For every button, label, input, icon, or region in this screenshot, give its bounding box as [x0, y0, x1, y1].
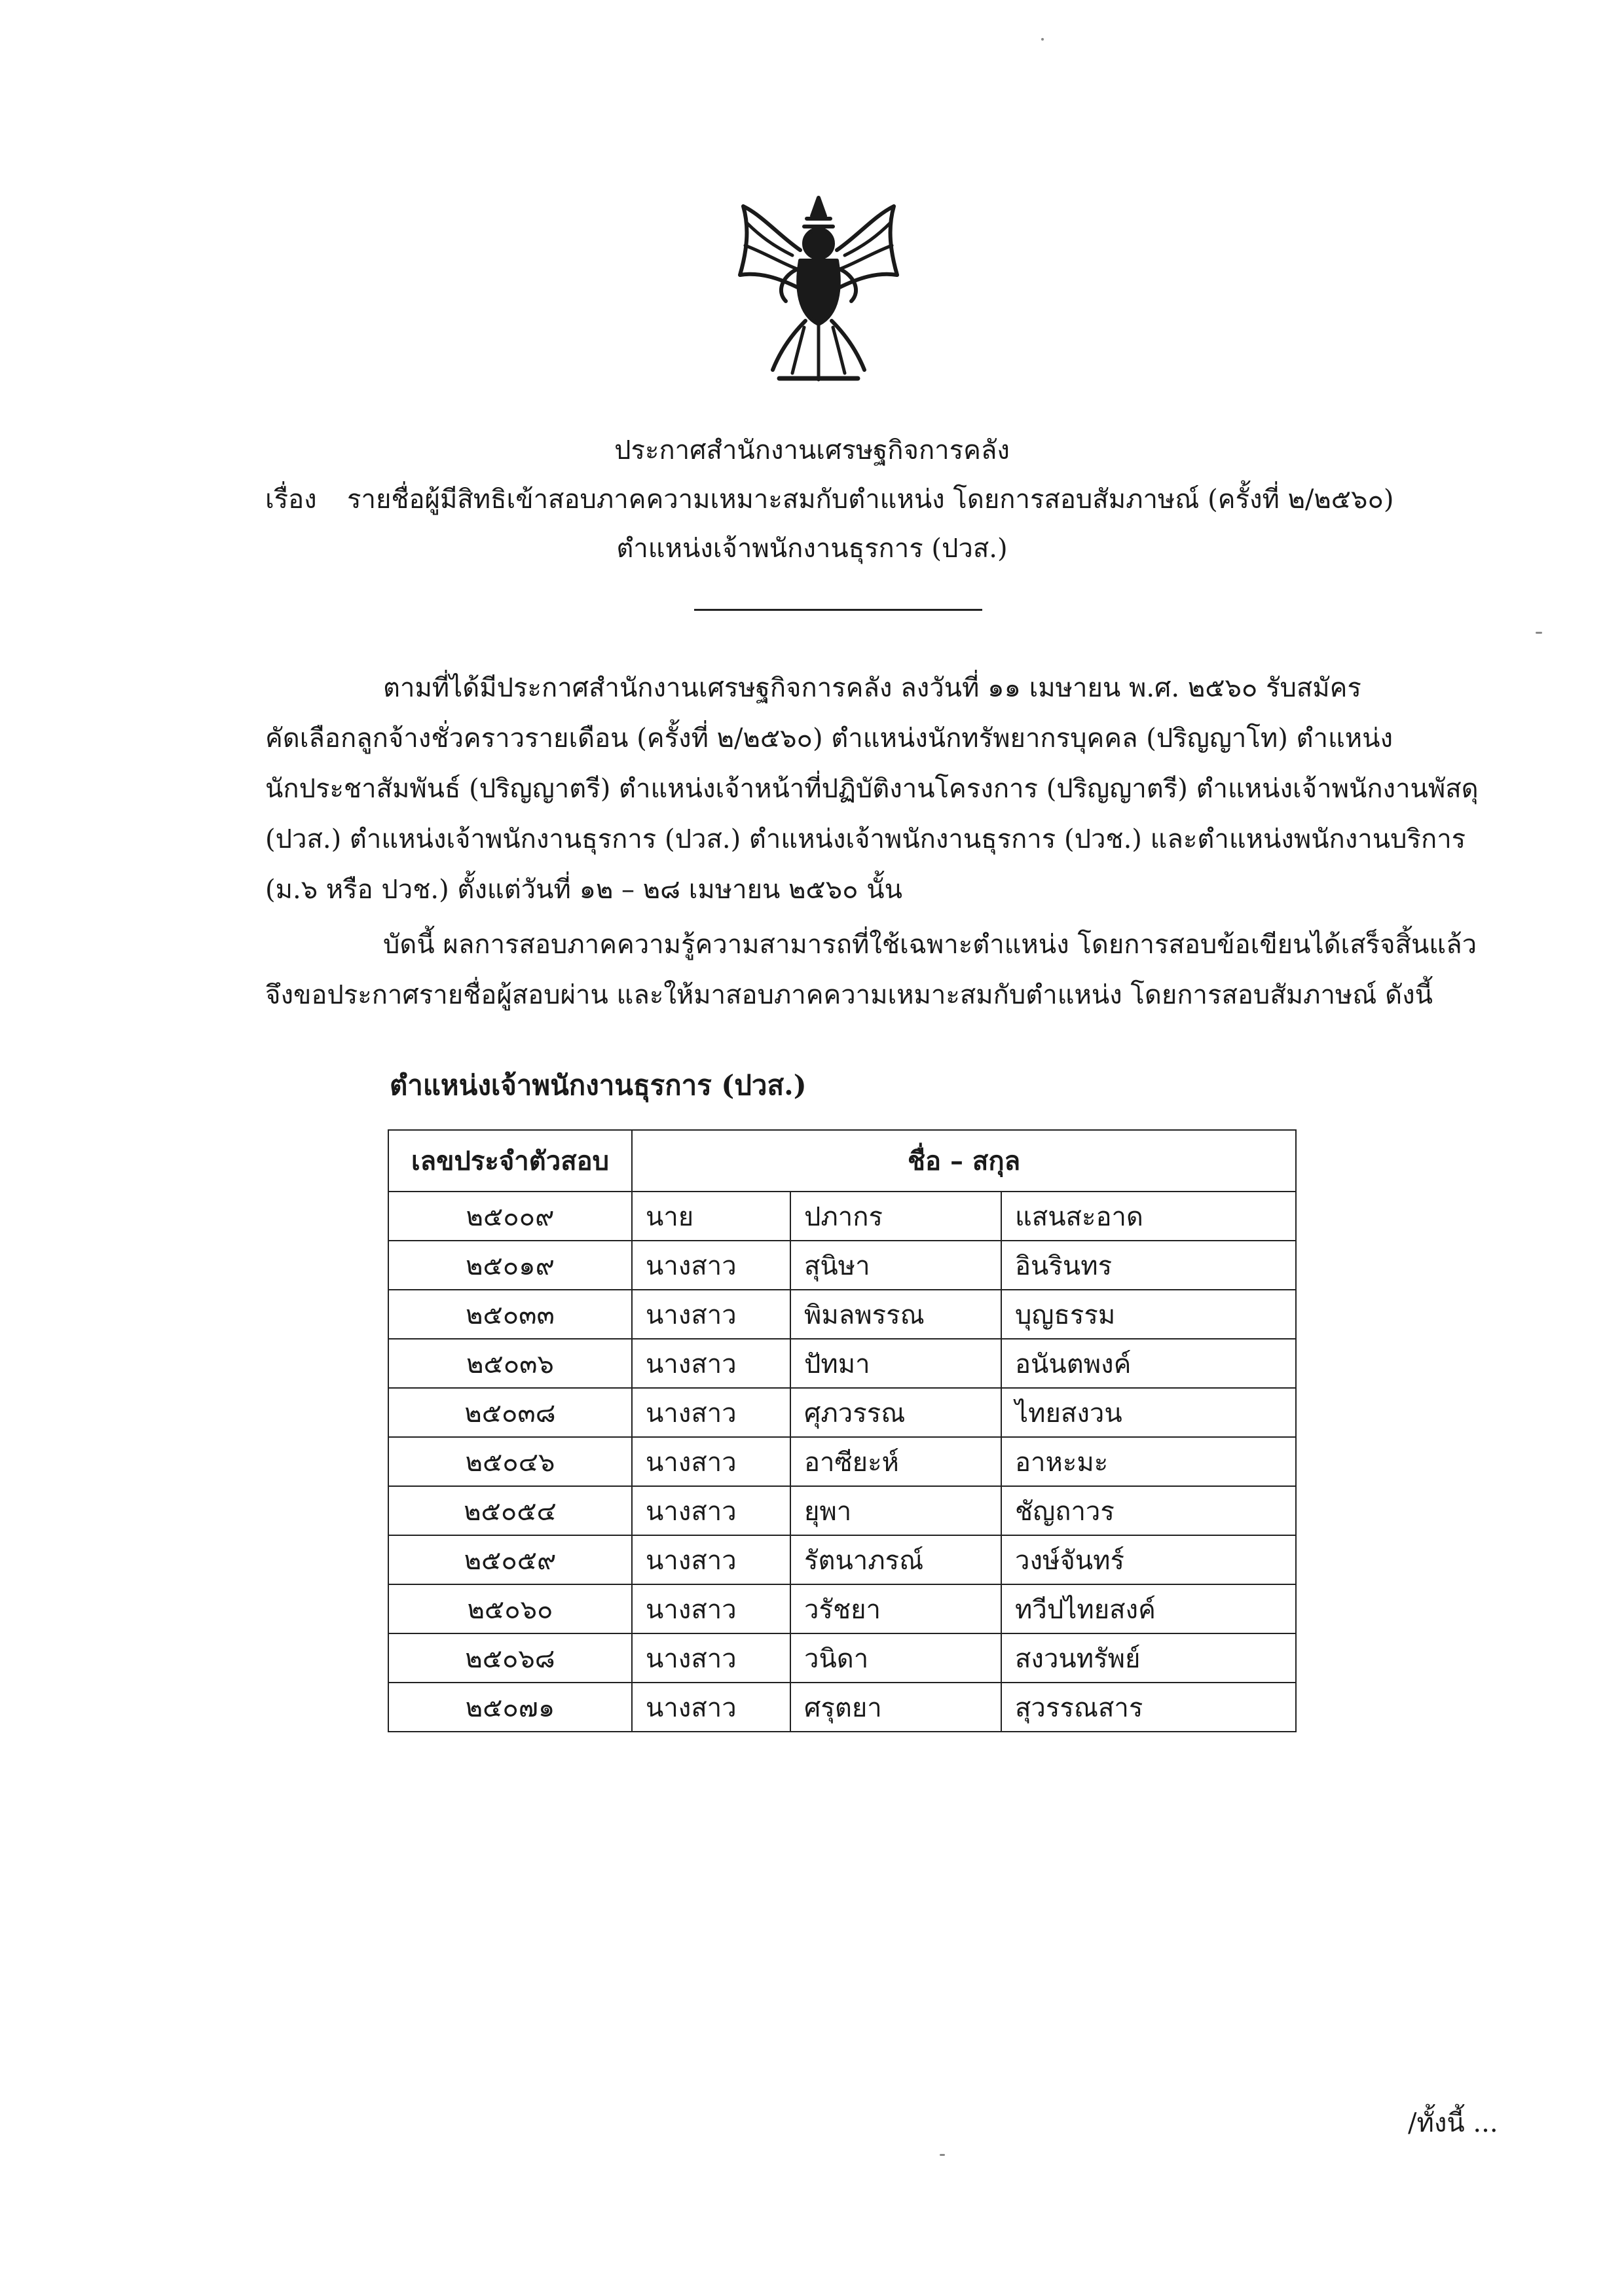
table-heading: ตำแหน่งเจ้าพนักงานธุรการ (ปวส.) — [390, 1069, 807, 1101]
table-row — [388, 1388, 1296, 1437]
first-name: ศรุตยา — [790, 1683, 1001, 1732]
name-prefix: นางสาว — [632, 1683, 790, 1732]
name-prefix: นาย — [632, 1192, 790, 1241]
exam-id: ๒๕๐๕๙ — [388, 1535, 632, 1584]
table-row — [388, 1584, 1296, 1633]
first-name: วรัชยา — [790, 1584, 1001, 1633]
paragraph1-line: (ปวส.) ตำแหน่งเจ้าพนักงานธุรการ (ปวส.) ตำแหน่งเจ้าพนักงานธุรการ (ปวช.) และตำแหน่งพนักงานบริการ — [265, 824, 1466, 854]
table-row — [388, 1633, 1296, 1683]
name-prefix: นางสาว — [632, 1486, 790, 1535]
first-name: รัตนาภรณ์ — [790, 1535, 1001, 1584]
last-name: บุญธรรม — [1001, 1290, 1296, 1339]
last-name: อินรินทร — [1001, 1241, 1296, 1290]
name-prefix: นางสาว — [632, 1584, 790, 1633]
continuation-marker: /ทั้งนี้ ... — [1408, 2108, 1498, 2138]
exam-id: ๒๕๐๖๐ — [388, 1584, 632, 1633]
name-prefix: นางสาว — [632, 1633, 790, 1683]
last-name: วงษ์จันทร์ — [1001, 1535, 1296, 1584]
last-name: ชัญถาวร — [1001, 1486, 1296, 1535]
column-header-name: ชื่อ – สกุล — [632, 1130, 1296, 1192]
announcement-title: ประกาศสำนักงานเศรษฐกิจการคลัง — [614, 435, 1010, 465]
paragraph1-line: (ม.๖ หรือ ปวช.) ตั้งแต่วันที่ ๑๒ – ๒๘ เมษายน ๒๕๖๐ นั้น — [265, 875, 902, 905]
paragraph2-line: จึงขอประกาศรายชื่อผู้สอบผ่าน และให้มาสอบภาคความเหมาะสมกับตำแหน่ง โดยการสอบสัมภาษณ์ ดังนี้ — [265, 980, 1433, 1010]
last-name: สงวนทรัพย์ — [1001, 1633, 1296, 1683]
first-name: ศุภวรรณ — [790, 1388, 1001, 1437]
exam-id: ๒๕๐๔๖ — [388, 1437, 632, 1486]
last-name: อนันตพงค์ — [1001, 1339, 1296, 1388]
first-name: อาซียะห์ — [790, 1437, 1001, 1486]
table-row — [388, 1535, 1296, 1584]
exam-id: ๒๕๐๓๓ — [388, 1290, 632, 1339]
table-row — [388, 1192, 1296, 1241]
table-row — [388, 1339, 1296, 1388]
name-prefix: นางสาว — [632, 1241, 790, 1290]
first-name: ปภากร — [790, 1192, 1001, 1241]
table-row — [388, 1683, 1296, 1732]
exam-id: ๒๕๐๗๑ — [388, 1683, 632, 1732]
name-prefix: นางสาว — [632, 1290, 790, 1339]
last-name: ไทยสงวน — [1001, 1388, 1296, 1437]
paragraph1-line: ตามที่ได้มีประกาศสำนักงานเศรษฐกิจการคลัง ลงวันที่ ๑๑ เมษายน พ.ศ. ๒๕๖๐ รับสมัคร — [383, 673, 1361, 703]
table-header-row — [388, 1130, 1296, 1192]
scan-speck — [1536, 632, 1542, 634]
last-name: อาหะมะ — [1001, 1437, 1296, 1486]
last-name: สุวรรณสาร — [1001, 1683, 1296, 1732]
exam-id: ๒๕๐๓๖ — [388, 1339, 632, 1388]
paragraph1-line: คัดเลือกลูกจ้างชั่วคราวรายเดือน (ครั้งที่ ๒/๒๕๖๐) ตำแหน่งนักทรัพยากรบุคคล (ปริญญาโท) ตำแหน่ง — [265, 723, 1393, 754]
name-prefix: นางสาว — [632, 1339, 790, 1388]
exam-id: ๒๕๐๐๙ — [388, 1192, 632, 1241]
candidate-table — [388, 1129, 1297, 1732]
first-name: วนิดา — [790, 1633, 1001, 1683]
subject-text: รายชื่อผู้มีสิทธิเข้าสอบภาคความเหมาะสมกับตำแหน่ง โดยการสอบสัมภาษณ์ (ครั้งที่ ๒/๒๕๖๐) — [347, 484, 1394, 515]
first-name: ยุพา — [790, 1486, 1001, 1535]
subject-line — [265, 478, 1393, 520]
garuda-emblem-icon — [727, 190, 910, 386]
exam-id: ๒๕๐๑๙ — [388, 1241, 632, 1290]
table-row — [388, 1290, 1296, 1339]
scan-speck — [940, 2154, 945, 2156]
name-prefix: นางสาว — [632, 1535, 790, 1584]
last-name: ทวีปไทยสงค์ — [1001, 1584, 1296, 1633]
paragraph2-line: บัดนี้ ผลการสอบภาคความรู้ความสามารถที่ใช้เฉพาะตำแหน่ง โดยการสอบข้อเขียนได้เสร็จสิ้นแล้ว — [383, 930, 1477, 960]
table-row — [388, 1437, 1296, 1486]
paragraph1-line: นักประชาสัมพันธ์ (ปริญญาตรี) ตำแหน่งเจ้าหน้าที่ปฏิบัติงานโครงการ (ปริญญาตรี) ตำแหน่งเจ้าพนักงานพัสดุ — [265, 774, 1479, 804]
exam-id: ๒๕๐๓๘ — [388, 1388, 632, 1437]
table-row — [388, 1241, 1296, 1290]
exam-id: ๒๕๐๕๔ — [388, 1486, 632, 1535]
first-name: ปัทมา — [790, 1339, 1001, 1388]
name-prefix: นางสาว — [632, 1388, 790, 1437]
first-name: พิมลพรรณ — [790, 1290, 1001, 1339]
last-name: แสนสะอาด — [1001, 1192, 1296, 1241]
title-divider — [694, 609, 982, 611]
scan-speck — [1041, 38, 1044, 41]
exam-id: ๒๕๐๖๘ — [388, 1633, 632, 1683]
column-header-id: เลขประจำตัวสอบ — [388, 1130, 632, 1192]
position-line: ตำแหน่งเจ้าพนักงานธุรการ (ปวส.) — [616, 534, 1008, 564]
name-prefix: นางสาว — [632, 1437, 790, 1486]
subject-label: เรื่อง — [265, 484, 317, 515]
first-name: สุนิษา — [790, 1241, 1001, 1290]
table-row — [388, 1486, 1296, 1535]
